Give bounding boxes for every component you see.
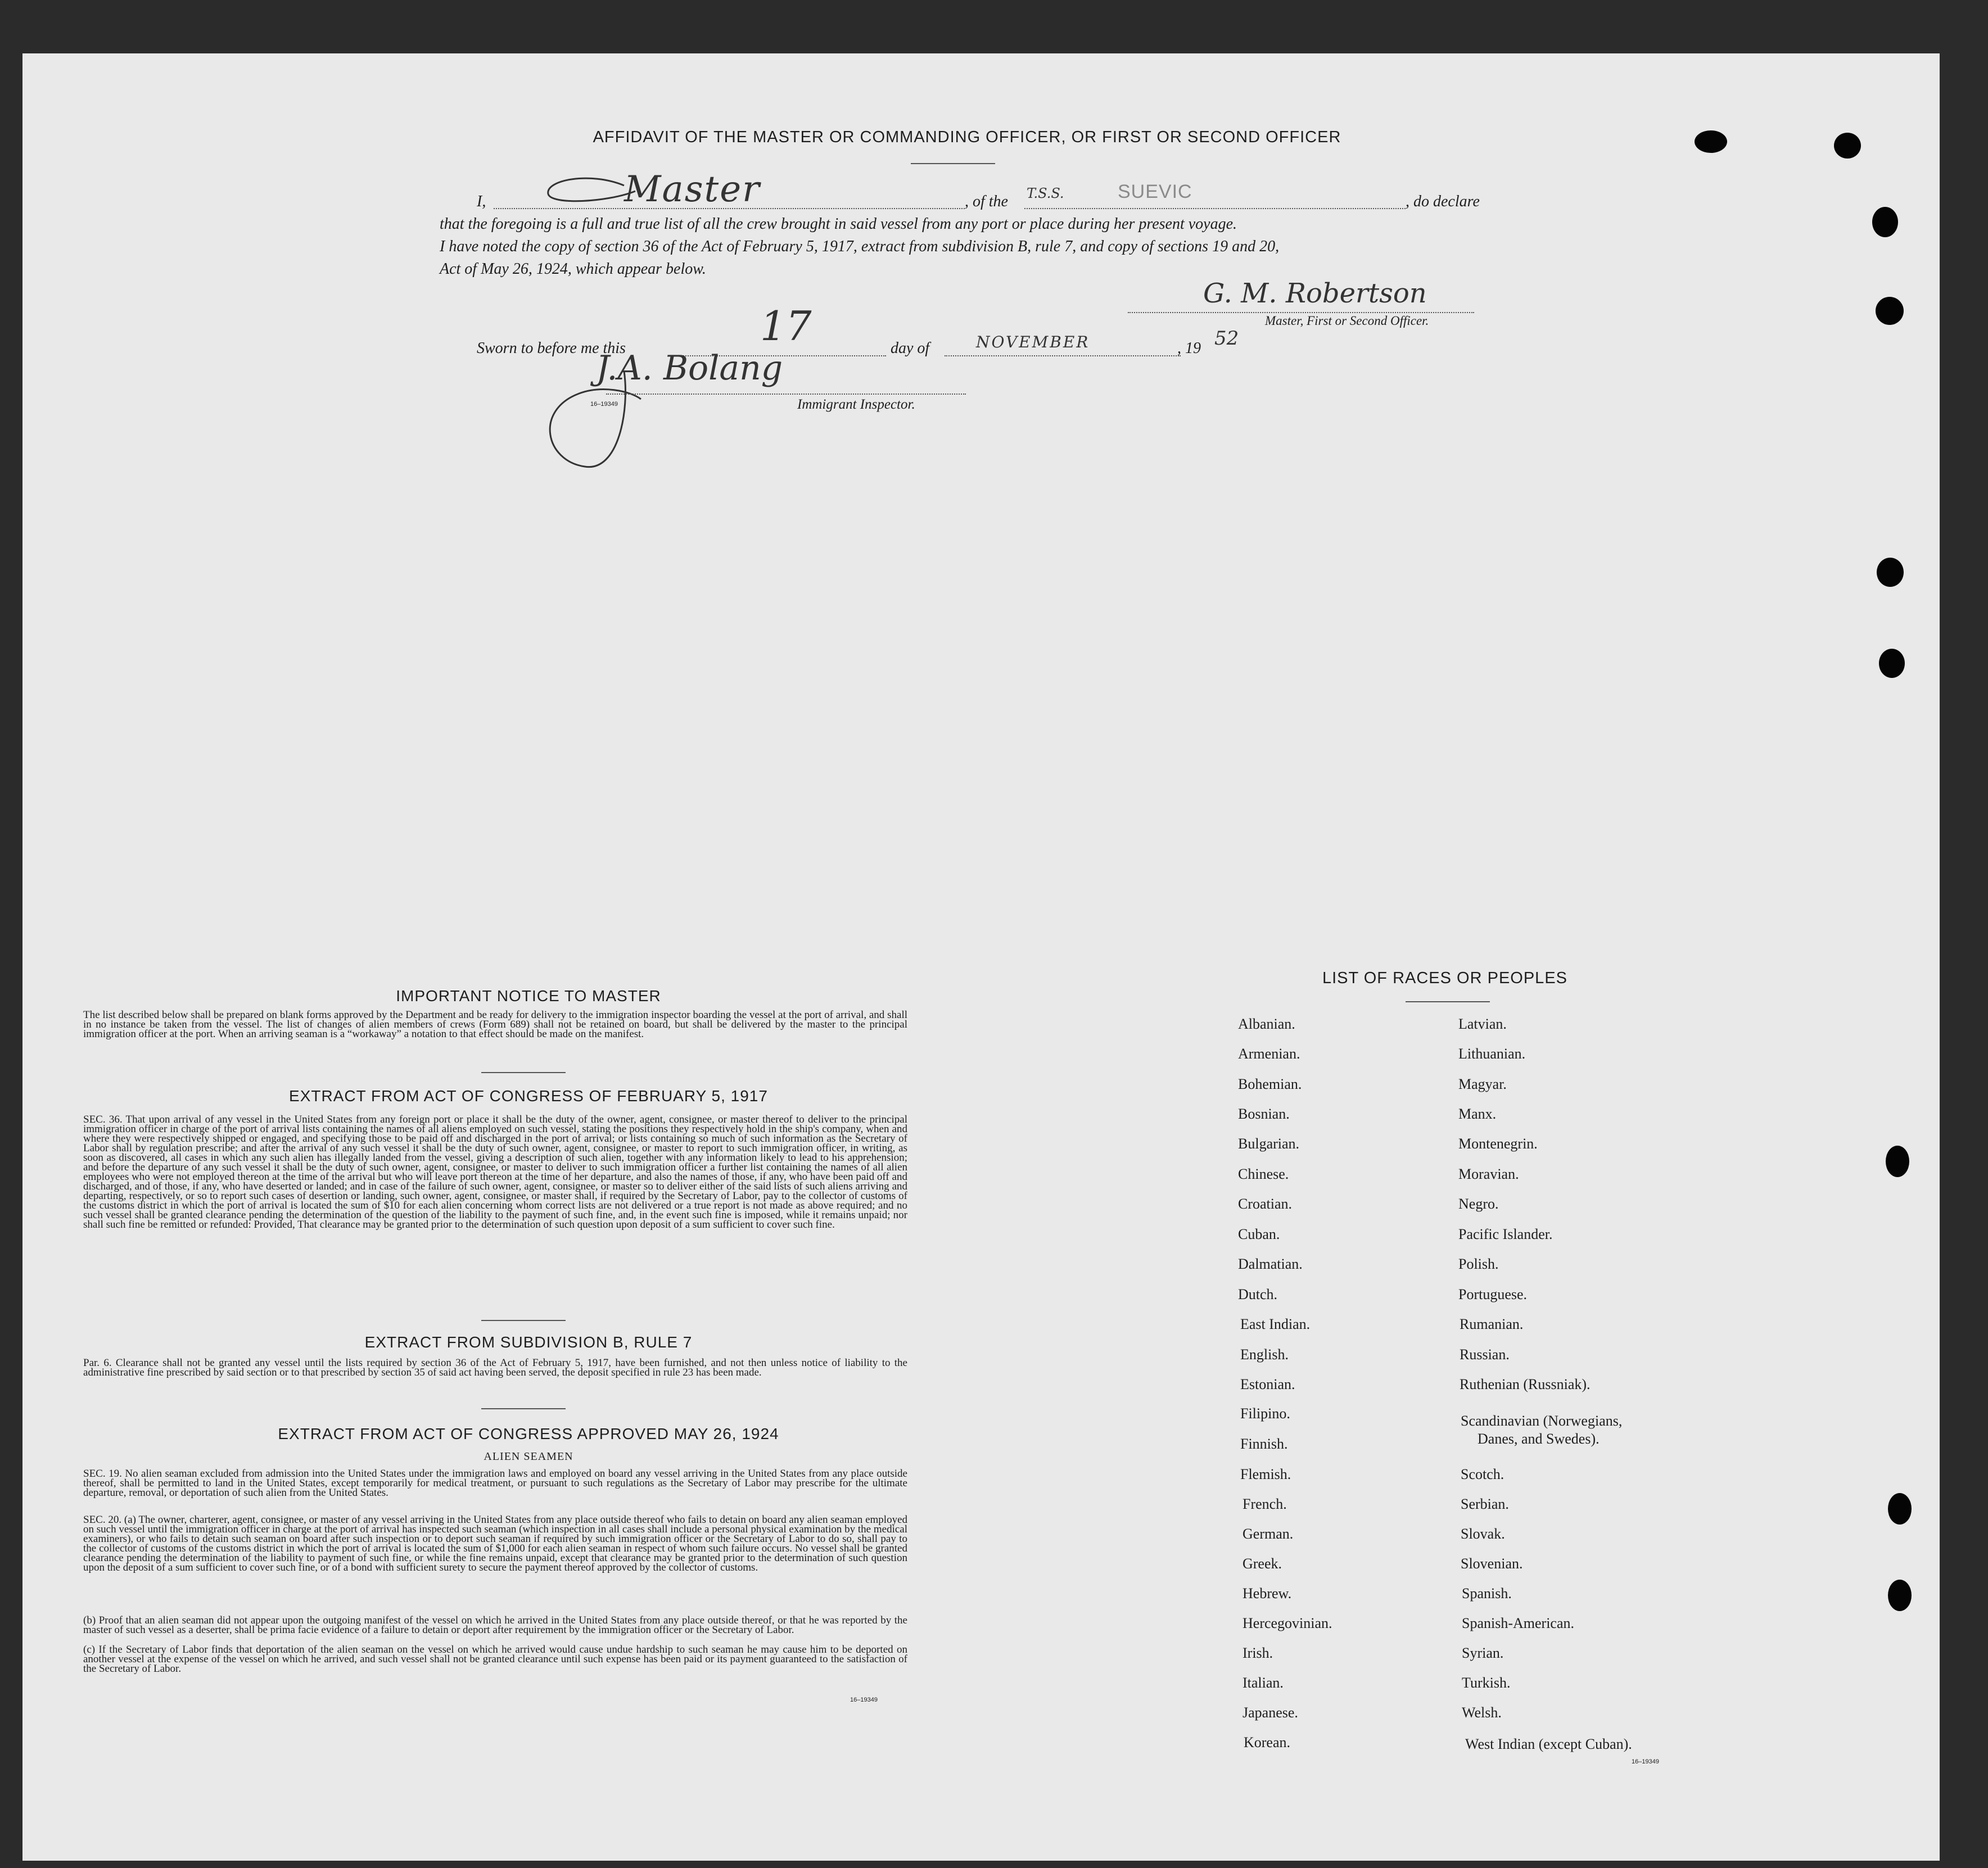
race-right: Montenegrin. [1458,1136,1538,1152]
year-handwriting: 52 [1214,327,1239,350]
race-left: Filipino. [1240,1405,1290,1422]
sworn-label: Sworn to before me this [477,340,626,357]
race-left: Chinese. [1238,1166,1289,1182]
vessel-line [1024,208,1406,209]
divider [481,1320,566,1321]
punch-hole [1888,1580,1912,1611]
master-handwriting: Master [624,169,761,210]
race-left: Cuban. [1238,1226,1280,1242]
handwriting-flourish [540,174,641,208]
officer-signature-line [1128,312,1474,313]
sec-19-body: SEC. 19. No alien seaman excluded from admission into the United States under the immigration laws and employed on board any vessel arriving in the United States from any place outside thereof, shall be permitted to land in the United States, except temporarily for medical treatment, or pursuant to such regulations as the Secretary of Labor may prescribe for the ultimate departure, removal, or deportation of such alien from the United States. [83,1468,907,1499]
race-left: Greek. [1242,1555,1282,1572]
of-the-label: , of the [965,193,1008,210]
inspector-caption: Immigrant Inspector. [797,397,915,412]
form-number: 16–19349 [850,1697,878,1703]
rule-7-title: EXTRACT FROM SUBDIVISION B, RULE 7 [364,1333,693,1351]
race-left: French. [1242,1496,1287,1512]
race-right: Syrian. [1462,1645,1504,1661]
officer-signature: G. M. Robertson [1203,278,1427,309]
punch-hole [1695,130,1727,153]
race-right: Scandinavian (Norwegians, [1461,1413,1623,1429]
race-left: East Indian. [1240,1316,1311,1332]
race-right: Pacific Islander. [1458,1226,1553,1242]
year-prefix: , 19 [1177,340,1201,357]
race-right: Polish. [1458,1256,1499,1272]
race-right: Lithuanian. [1458,1046,1526,1062]
race-left: Estonian. [1240,1376,1295,1392]
race-right: Slovenian. [1461,1555,1523,1572]
affidavit-line-4: Act of May 26, 1924, which appear below. [440,260,706,278]
race-left: Finnish. [1240,1436,1288,1452]
divider [1406,1001,1490,1002]
inspector-signature: J.A. Bolang [596,349,783,388]
affidavit-line-3: I have noted the copy of section 36 of the Act of February 5, 1917, extract from subdivision B, rule 7, and copy of sections 19 and 20, [440,238,1280,255]
race-right: Portuguese. [1458,1286,1528,1302]
race-right: Spanish. [1462,1585,1512,1602]
divider [481,1072,566,1073]
race-left: Bohemian. [1238,1076,1302,1092]
affidavit-title: AFFIDAVIT OF THE MASTER OR COMMANDING OFFICER, OR FIRST OR SECOND OFFICER [593,128,1341,146]
day-handwriting: 17 [760,302,812,350]
race-right: Negro. [1458,1196,1499,1212]
rule-7-body: Par. 6. Clearance shall not be granted any vessel until the lists required by section 36 of the Act of February 5, 1917, have been furnished, and not then unless notice of liability to the administrative fine prescribed by said section or to that prescribed by section 35 of said act having been served, the deposit specified in rule 23 has been made. [83,1357,907,1378]
race-right: Scotch. [1461,1466,1504,1482]
race-left: Dutch. [1238,1286,1278,1302]
vessel-stamp: SUEVIC [1118,181,1192,202]
race-right: West Indian (except Cuban). [1465,1736,1632,1752]
month-handwriting: NOVEMBER [976,333,1090,351]
punch-hole [1888,1493,1912,1525]
month-line [945,355,1181,356]
divider [911,163,995,164]
races-title: LIST OF RACES OR PEOPLES [1322,969,1568,987]
race-right: Ruthenian (Russniak). [1460,1376,1591,1392]
race-left: Hebrew. [1242,1585,1292,1602]
race-left: English. [1240,1346,1289,1363]
race-left: Croatian. [1238,1196,1293,1212]
inspector-signature-line [606,393,966,395]
race-left: Bosnian. [1238,1106,1290,1122]
extract-1917-title: EXTRACT FROM ACT OF CONGRESS OF FEBRUARY 5, 1917 [289,1087,768,1105]
notice-title: IMPORTANT NOTICE TO MASTER [396,987,661,1005]
race-right: Serbian. [1461,1496,1509,1512]
race-right: Manx. [1458,1106,1497,1122]
race-right: Spanish-American. [1462,1615,1575,1631]
notice-body: The list described below shall be prepared on blank forms approved by the Department and be ready for delivery to the immigration inspector boarding the vessel at the port of arrival, and shall in no instance be taken from the vessel. The list of changes of alien members of crews (Form 689) shall not be retained on board, but shall be delivered by the master to the principal immigration officer at the port. When an arriving seaman is a “workaway” a notation to that effect should be made on the manifest. [83,1009,907,1040]
race-right: Slovak. [1461,1526,1505,1542]
race-right: Rumanian. [1460,1316,1524,1332]
form-number: 16–19349 [590,401,618,408]
declare-label: , do declare [1406,193,1480,210]
affidavit-i-label: I, [477,193,486,210]
punch-hole [1877,558,1904,587]
race-left: German. [1242,1526,1294,1542]
inspector-signature-loop [540,360,652,483]
punch-hole [1872,207,1898,237]
sec-20c-body: (c) If the Secretary of Labor finds that deportation of the alien seaman on the vessel on which he arrived would cause undue hardship to such seaman he may cause him to be deported on another vessel at the expense of the vessel on which he arrived, and such vessel shall not be granted clearance until such expense has been paid or its payment guaranteed to the satisfaction of the Secretary of Labor. [83,1644,907,1675]
punch-hole [1876,297,1904,325]
extract-1924-title: EXTRACT FROM ACT OF CONGRESS APPROVED MAY 26, 1924 [278,1425,779,1442]
race-left: Albanian. [1238,1016,1295,1032]
race-left: Japanese. [1242,1704,1298,1721]
punch-hole [1834,133,1861,159]
race-left: Armenian. [1238,1046,1300,1062]
sec-20b-body: (b) Proof that an alien seaman did not appear upon the outgoing manifest of the vessel on which he arrived in the United States from any place outside thereof, or that he was reported by the master of such vessel as a deserter, shall be prima facie evidence of a failure to detain or deport after requirement by the immigration officer or the Secretary of Labor. [83,1614,907,1636]
race-left: Korean. [1244,1734,1291,1751]
extract-1917-body: SEC. 36. That upon arrival of any vessel in the United States from any foreign port or place it shall be the duty of the owner, agent, consignee, or master thereof to deliver to the principal immigration officer in charge of the port of arrival lists containing the names of all aliens employed on such vessel, stating the positions they respectively hold in the ship's company, when and where they were respectively shipped or engaged, and specifying those to be paid off and discharged in the port of arrival; or lists containing so much of such information as the Secretary of Labor shall by regulation prescribe; and after the arrival of any such vessel it shall be the duty of such owner, agent, consignee, or master to report to such immigration officer, in writing, as soon as discovered, all cases in which any such alien has illegally landed from the vessel, giving a description of such alien, together with any information likely to lead to his apprehension; and before the departure of any such vessel it shall be the duty of such owner, agent, consignee, or master to deliver to such immigration officer a further list containing the names of all alien employees who were not employed thereon at the time of the arrival but who will leave port thereon at the time of her departure, and also the names of those, if any, who have been paid off and discharged, and of those, if any, who have deserted or landed; and in case of the failure of such owner, agent, consignee, or master so to deliver either of the said lists of such aliens arriving and departing, respectively, or so to report such cases of desertion or landing, such owner, agent, consignee, or master shall, if required by the Secretary of Labor, pay to the collector of customs of the customs district in which the port of arrival is located the sum of $10 for each alien concerning whom correct lists are not delivered or a true report is not made as above required; and no such vessel shall be granted clearance pending the determination of the question of the liability to the payment of such fine, and, in the event such fine is imposed, while it remains unpaid; nor shall such fine be remitted or refunded: Provided, That clearance may be granted prior to the determination of such question upon deposit of a sum sufficient to cover such fine. [83,1114,907,1231]
form-number: 16–19349 [1632,1758,1659,1765]
document-page [22,53,1940,1861]
race-left: Irish. [1242,1645,1273,1661]
vessel-prefix: T.S.S. [1027,186,1064,201]
affidavit-line-2: that the foregoing is a full and true list of all the crew brought in said vessel from any port or place during her present voyage. [440,215,1237,233]
race-right: Moravian. [1458,1166,1519,1182]
race-left: Flemish. [1240,1466,1291,1482]
alien-seamen-subtitle: ALIEN SEAMEN [484,1450,573,1463]
race-right: Latvian. [1458,1016,1507,1032]
race-left: Hercegovinian. [1242,1615,1332,1631]
race-right: Danes, and Swedes). [1478,1431,1600,1447]
race-right: Welsh. [1462,1704,1502,1721]
punch-hole [1879,649,1905,678]
race-left: Italian. [1242,1675,1284,1691]
race-right: Magyar. [1458,1076,1507,1092]
race-right: Turkish. [1462,1675,1511,1691]
officer-caption: Master, First or Second Officer. [1265,314,1429,328]
sec-20a-body: SEC. 20. (a) The owner, charterer, agent, consignee, or master of any vessel arriving in the United States from any place outside thereof who fails to detain on board any alien seaman employed on such vessel until the immigration officer in charge at the port of arrival has inspected such seaman (which inspection in all cases shall include a personal physical examination by the medical examiners), or who fails to detain such seaman on board after such inspection or to deport such seaman if required by such immigration officer or the Secretary of Labor to do so, shall pay to the collector of customs of the customs district in which the port of arrival is located the sum of $1,000 for each alien seaman in respect of whom such failure occurs. No vessel shall be granted clearance pending the determination of the liability to payment of such fine, or while the fine remains unpaid, except that clearance may be granted prior to the determination of such question upon the deposit of a sum sufficient to cover such fine, or of a bond with sufficient surety to secure the payment thereof approved by the collector of customs. [83,1514,907,1573]
race-right: Russian. [1460,1346,1510,1363]
day-of-label: day of [891,340,930,357]
punch-hole [1886,1146,1909,1177]
race-left: Bulgarian. [1238,1136,1300,1152]
race-left: Dalmatian. [1238,1256,1303,1272]
divider [481,1408,566,1409]
